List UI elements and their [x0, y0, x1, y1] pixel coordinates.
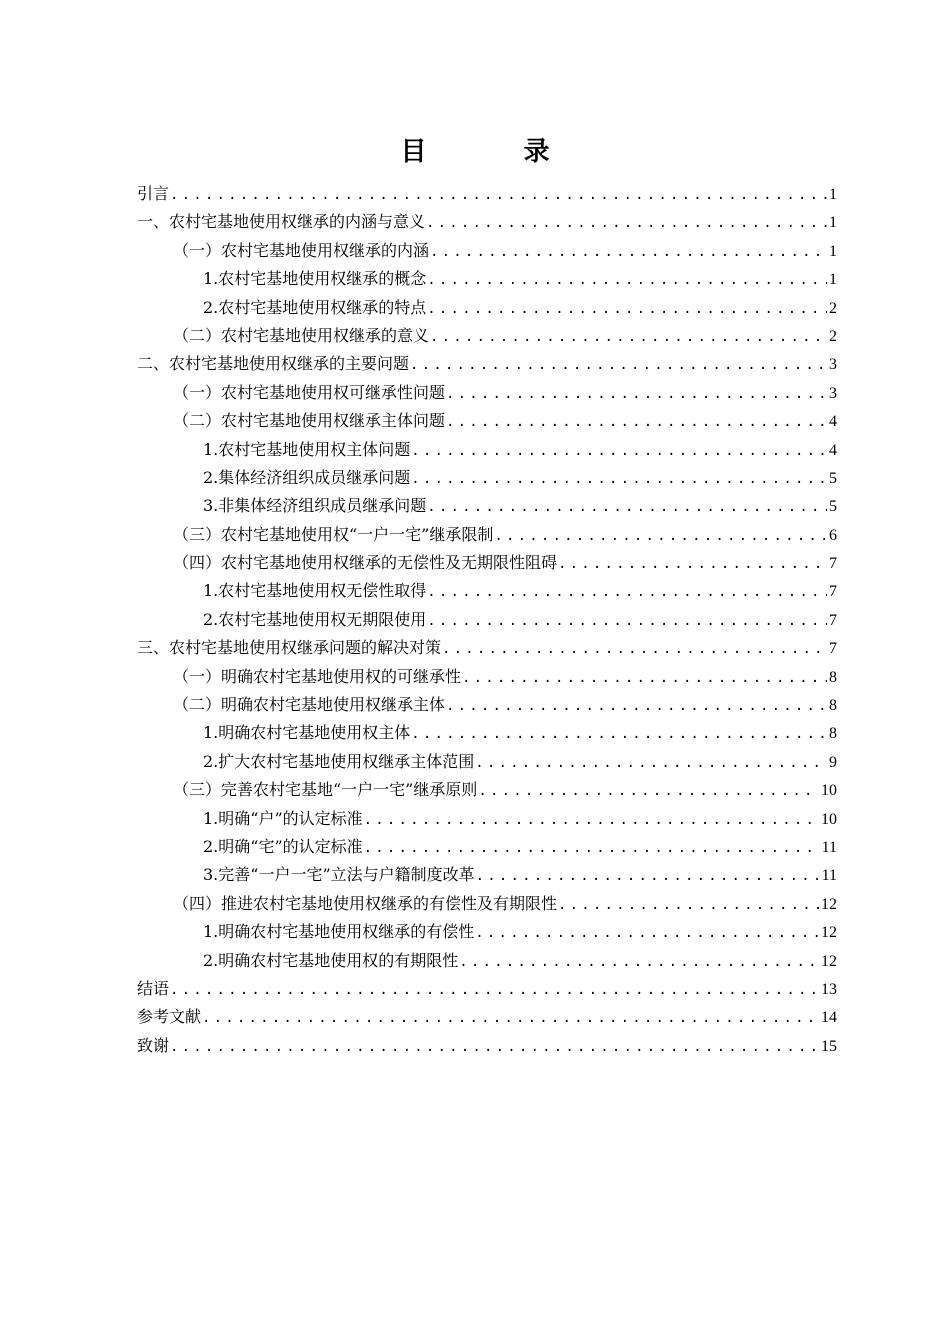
page-title: 目 录: [400, 137, 594, 167]
toc-entry-text: （一）农村宅基地使用权继承的内涵: [173, 240, 430, 260]
toc-entry[interactable]: [137, 663, 837, 691]
toc-leader-dots: [427, 578, 827, 606]
toc-page-number: 11: [821, 867, 837, 885]
toc-entry-text: 结语: [137, 978, 170, 998]
toc-entry[interactable]: [137, 918, 837, 946]
toc-leader-dots: [462, 664, 827, 692]
toc-entry[interactable]: [137, 691, 837, 719]
toc-leader-dots: [558, 550, 827, 578]
toc-entry-text: 1.农村宅基地使用权无偿性取得: [203, 581, 427, 601]
toc-entry-text: 1.明确“户”的认定标准: [203, 808, 363, 828]
toc-leader-dots: [364, 806, 819, 834]
toc-page-number: 10: [821, 810, 837, 828]
toc-page-number: 3: [829, 356, 837, 374]
toc-page-number: 7: [829, 583, 837, 601]
toc-entry-text: 2.明确“宅”的认定标准: [203, 836, 363, 856]
toc-page-number: 1: [829, 271, 837, 289]
toc-leader-dots: [475, 749, 827, 777]
toc-entry[interactable]: [137, 237, 837, 265]
toc-leader-dots: [411, 465, 827, 493]
toc-entry-text: （三）完善农村宅基地“一户一宅”继承原则: [173, 780, 478, 800]
toc-page-number: 10: [821, 782, 837, 800]
toc-page-number: 7: [829, 611, 837, 629]
toc-leader-dots: [411, 720, 827, 748]
toc-entry[interactable]: [137, 521, 837, 549]
toc-entry-text: 致谢: [137, 1035, 170, 1055]
toc-entry[interactable]: [137, 464, 837, 492]
toc-leader-dots: [558, 891, 819, 919]
toc-page-number: 1: [829, 214, 837, 232]
toc-page-number: 2: [829, 327, 837, 345]
toc-leader-dots: [478, 777, 819, 805]
toc-entry-text: 1.明确农村宅基地使用权主体: [203, 723, 411, 743]
toc-entry[interactable]: [137, 294, 837, 322]
toc-entry-text: 2.明确农村宅基地使用权的有期限性: [203, 950, 459, 970]
toc-page-number: 5: [829, 498, 837, 516]
toc-entry-text: 1.农村宅基地使用权继承的概念: [203, 269, 427, 289]
toc-leader-dots: [427, 266, 827, 294]
toc-entry[interactable]: [137, 748, 837, 776]
toc-entry-text: （二）明确农村宅基地使用权继承主体: [173, 695, 446, 715]
toc-page-number: 13: [821, 980, 837, 998]
toc-page-number: 5: [829, 469, 837, 487]
toc-leader-dots: [446, 692, 827, 720]
toc-leader-dots: [430, 323, 827, 351]
toc-page-number: 3: [829, 384, 837, 402]
toc-page-number: 12: [821, 924, 837, 942]
toc-entry-text: 二、农村宅基地使用权继承的主要问题: [137, 354, 410, 374]
toc-leader-dots: [411, 437, 827, 465]
toc-leader-dots: [427, 493, 827, 521]
toc-entry-text: （三）农村宅基地使用权“一户一宅”继承限制: [173, 524, 494, 544]
toc-leader-dots: [170, 976, 819, 1004]
toc-entry-text: 2.扩大农村宅基地使用权继承主体范围: [203, 751, 475, 771]
toc-entry[interactable]: [137, 208, 837, 236]
toc-entry[interactable]: [137, 322, 837, 350]
toc-page-number: 7: [829, 640, 837, 658]
toc-entry[interactable]: [137, 407, 837, 435]
toc-entry[interactable]: [137, 492, 837, 520]
toc-leader-dots: [410, 351, 827, 379]
toc-leader-dots: [364, 834, 820, 862]
toc-page-number: 4: [829, 441, 837, 459]
toc-leader-dots: [446, 408, 827, 436]
toc-page-number: 15: [821, 1037, 837, 1055]
toc-leader-dots: [494, 522, 827, 550]
toc-page-number: 8: [829, 725, 837, 743]
toc-entry[interactable]: [137, 350, 837, 378]
toc-page-number: 6: [829, 526, 837, 544]
toc-entry-text: 3.完善“一户一宅”立法与户籍制度改革: [203, 865, 475, 885]
toc-page-number: 8: [829, 697, 837, 715]
toc-page-number: 4: [829, 413, 837, 431]
toc-entry[interactable]: [137, 719, 837, 747]
toc-entry[interactable]: [137, 776, 837, 804]
toc-entry-text: 2.农村宅基地使用权无期限使用: [203, 609, 427, 629]
toc-leader-dots: [427, 607, 827, 635]
toc-entry-text: 引言: [137, 184, 170, 203]
toc-page-number: 1: [829, 186, 837, 203]
toc-leader-dots: [442, 635, 827, 663]
toc-entry-text: 参考文献: [137, 1007, 202, 1027]
toc-leader-dots: [459, 948, 819, 976]
toc-page-number: 1: [829, 242, 837, 260]
toc-entry-text: 一、农村宅基地使用权继承的内涵与意义: [137, 212, 426, 232]
toc-entry-text: 三、农村宅基地使用权继承问题的解决对策: [137, 638, 442, 658]
toc-entry[interactable]: [137, 861, 837, 889]
toc-leader-dots: [430, 238, 827, 266]
toc-page-number: 12: [821, 952, 837, 970]
toc-entry[interactable]: [137, 265, 837, 293]
toc-entry[interactable]: [137, 890, 837, 918]
toc-entry[interactable]: [137, 436, 837, 464]
toc-entry[interactable]: [137, 1003, 837, 1031]
toc-entry-text: 1.明确农村宅基地使用权继承的有偿性: [203, 922, 475, 942]
toc-entry-text: 2.集体经济组织成员继承问题: [203, 467, 411, 487]
toc-leader-dots: [170, 1033, 819, 1061]
toc-entry-text: （二）农村宅基地使用权继承主体问题: [173, 411, 446, 431]
toc-entry-text: 2.农村宅基地使用权继承的特点: [203, 297, 427, 317]
toc-entry[interactable]: [137, 975, 837, 1003]
toc-entry[interactable]: [137, 833, 837, 861]
toc-page-number: 14: [821, 1009, 837, 1027]
toc-entry-text: 1.农村宅基地使用权主体问题: [203, 439, 411, 459]
toc-entry-text: 3.非集体经济组织成员继承问题: [203, 496, 427, 516]
toc-page-number: 12: [821, 895, 837, 913]
toc-entry[interactable]: [137, 634, 837, 662]
toc-leader-dots: [202, 1004, 819, 1032]
toc-leader-dots: [475, 919, 819, 947]
toc-page-number: 7: [829, 555, 837, 573]
toc-entry-text: （四）推进农村宅基地使用权继承的有偿性及有期限性: [173, 893, 558, 913]
toc-entry[interactable]: [137, 947, 837, 975]
toc-leader-dots: [426, 209, 827, 237]
toc-entry-text: （一）明确农村宅基地使用权的可继承性: [173, 666, 462, 686]
toc-entry[interactable]: [137, 805, 837, 833]
toc-leader-dots: [446, 380, 827, 408]
toc-page-number: 8: [829, 668, 837, 686]
toc-leader-dots: [476, 862, 820, 890]
toc-entry[interactable]: [137, 379, 837, 407]
toc-page-number: 11: [821, 838, 837, 856]
toc-page-number: 9: [829, 753, 837, 771]
toc-entry[interactable]: [137, 549, 837, 577]
toc-leader-dots: [170, 181, 827, 209]
toc-leader-dots: [427, 295, 827, 323]
toc-entry[interactable]: [137, 606, 837, 634]
toc-entry[interactable]: [137, 577, 837, 605]
toc-page-number: 2: [829, 299, 837, 317]
table-of-contents: [137, 180, 837, 1060]
toc-entry[interactable]: [137, 180, 837, 208]
toc-entry-text: （四）农村宅基地使用权继承的无偿性及无期限性阻碍: [173, 553, 558, 573]
toc-entry-text: （二）农村宅基地使用权继承的意义: [173, 325, 430, 345]
toc-entry-text: （一）农村宅基地使用权可继承性问题: [173, 382, 446, 402]
toc-entry[interactable]: [137, 1032, 837, 1060]
